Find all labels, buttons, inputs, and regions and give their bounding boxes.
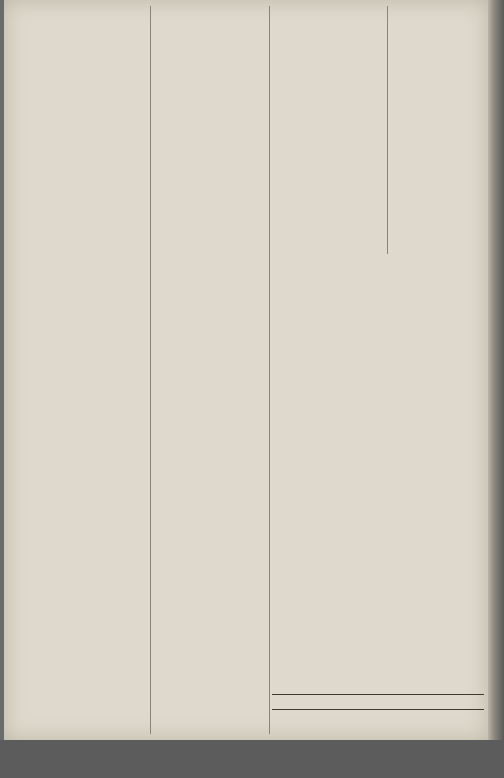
column-2: [154, 6, 266, 734]
column-3: [272, 6, 384, 254]
newspaper-page: [4, 0, 488, 740]
section-text: [14, 604, 148, 734]
scale-ruler: [4, 752, 154, 768]
column-rule: [269, 6, 270, 734]
column-4: [390, 6, 484, 254]
column-rule: [387, 6, 388, 254]
page-edge: [488, 0, 504, 740]
column-rule: [150, 6, 151, 734]
advertisement-satin: [272, 694, 484, 710]
